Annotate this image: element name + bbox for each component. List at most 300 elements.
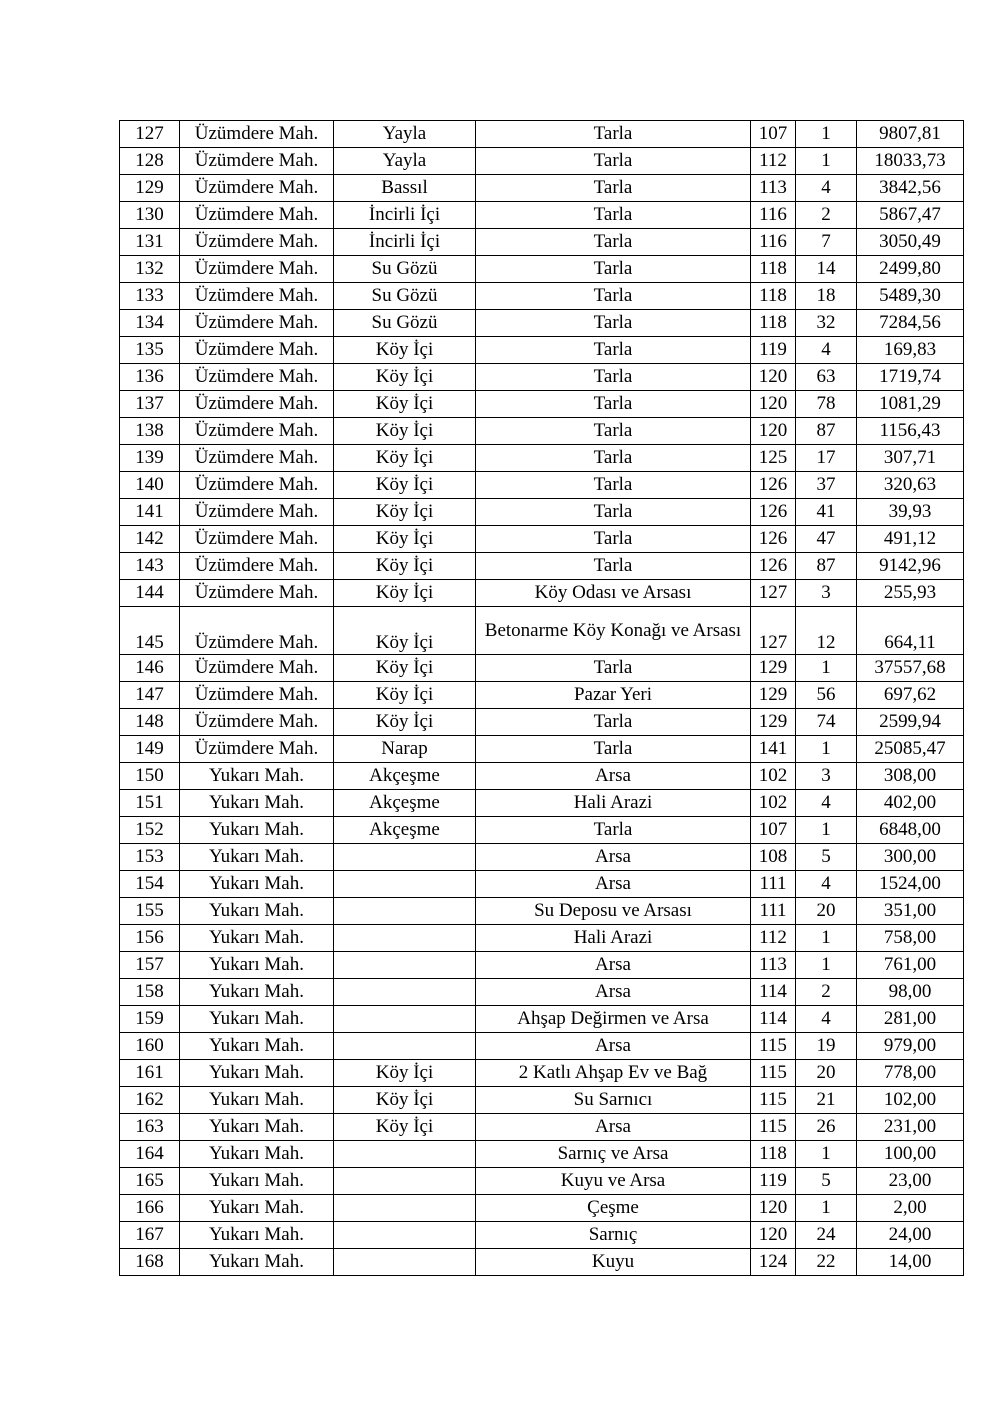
cell-nitelik: Sarnıç	[476, 1222, 751, 1249]
cell-mevki: Köy İçi	[334, 391, 476, 418]
table-row	[120, 1087, 964, 1114]
cell-ada: 118	[751, 256, 796, 283]
cell-nitelik: Tarla	[476, 283, 751, 310]
cell-nitelik: Hali Arazi	[476, 790, 751, 817]
cell-mahalle: Üzümdere Mah.	[180, 682, 334, 709]
table-row	[120, 1141, 964, 1168]
cell-alan: 169,83	[857, 337, 964, 364]
table-row	[120, 364, 964, 391]
cell-nitelik: Betonarme Köy Konağı ve Arsası	[476, 607, 751, 655]
cell-no: 168	[120, 1249, 180, 1276]
cell-ada: 112	[751, 925, 796, 952]
cell-mahalle: Yukarı Mah.	[180, 1033, 334, 1060]
table-row	[120, 1006, 964, 1033]
cell-ada: 102	[751, 763, 796, 790]
cell-mahalle: Üzümdere Mah.	[180, 310, 334, 337]
cell-nitelik: Su Sarnıcı	[476, 1087, 751, 1114]
cell-no: 131	[120, 229, 180, 256]
cell-parsel: 56	[796, 682, 857, 709]
cell-no: 143	[120, 553, 180, 580]
cell-mahalle: Yukarı Mah.	[180, 1168, 334, 1195]
cell-mahalle: Üzümdere Mah.	[180, 175, 334, 202]
cell-ada: 115	[751, 1060, 796, 1087]
cell-alan: 14,00	[857, 1249, 964, 1276]
table-row	[120, 229, 964, 256]
table-row	[120, 148, 964, 175]
cell-mahalle: Üzümdere Mah.	[180, 526, 334, 553]
cell-nitelik: Tarla	[476, 472, 751, 499]
cell-no: 148	[120, 709, 180, 736]
cell-alan: 491,12	[857, 526, 964, 553]
cell-no: 154	[120, 871, 180, 898]
table-row	[120, 1222, 964, 1249]
cell-ada: 113	[751, 175, 796, 202]
cell-nitelik: Arsa	[476, 844, 751, 871]
cell-mevki: Köy İçi	[334, 1114, 476, 1141]
cell-nitelik: Tarla	[476, 526, 751, 553]
cell-parsel: 4	[796, 871, 857, 898]
cell-parsel: 1	[796, 736, 857, 763]
cell-alan: 3842,56	[857, 175, 964, 202]
cell-mahalle: Yukarı Mah.	[180, 1087, 334, 1114]
cell-ada: 115	[751, 1033, 796, 1060]
cell-parsel: 20	[796, 1060, 857, 1087]
cell-parsel: 24	[796, 1222, 857, 1249]
cell-alan: 697,62	[857, 682, 964, 709]
cell-ada: 116	[751, 229, 796, 256]
cell-ada: 127	[751, 607, 796, 655]
cell-mahalle: Yukarı Mah.	[180, 817, 334, 844]
cell-ada: 119	[751, 337, 796, 364]
cell-nitelik: Tarla	[476, 175, 751, 202]
cell-nitelik: 2 Katlı Ahşap Ev ve Bağ	[476, 1060, 751, 1087]
cell-mahalle: Üzümdere Mah.	[180, 445, 334, 472]
cell-ada: 126	[751, 553, 796, 580]
cell-mahalle: Yukarı Mah.	[180, 1060, 334, 1087]
cell-no: 146	[120, 655, 180, 682]
cell-mevki	[334, 844, 476, 871]
cell-alan: 7284,56	[857, 310, 964, 337]
cell-no: 153	[120, 844, 180, 871]
table-row	[120, 445, 964, 472]
cell-nitelik: Tarla	[476, 310, 751, 337]
cell-mevki	[334, 1168, 476, 1195]
cell-no: 128	[120, 148, 180, 175]
cell-mevki	[334, 1033, 476, 1060]
cell-mahalle: Yukarı Mah.	[180, 1141, 334, 1168]
cell-ada: 125	[751, 445, 796, 472]
cell-mahalle: Yukarı Mah.	[180, 1006, 334, 1033]
cell-mahalle: Yukarı Mah.	[180, 1249, 334, 1276]
cell-parsel: 1	[796, 148, 857, 175]
table-row	[120, 979, 964, 1006]
cell-ada: 124	[751, 1249, 796, 1276]
cell-mahalle: Yukarı Mah.	[180, 844, 334, 871]
cell-parsel: 4	[796, 337, 857, 364]
cell-ada: 108	[751, 844, 796, 871]
cell-no: 127	[120, 121, 180, 148]
cell-mevki: Yayla	[334, 148, 476, 175]
cell-no: 167	[120, 1222, 180, 1249]
cell-no: 166	[120, 1195, 180, 1222]
cell-mevki: Su Gözü	[334, 310, 476, 337]
table-row	[120, 925, 964, 952]
cell-ada: 115	[751, 1114, 796, 1141]
cell-mevki: Köy İçi	[334, 337, 476, 364]
cell-mahalle: Üzümdere Mah.	[180, 229, 334, 256]
cell-ada: 111	[751, 871, 796, 898]
cell-mahalle: Üzümdere Mah.	[180, 202, 334, 229]
cell-ada: 118	[751, 283, 796, 310]
cell-mahalle: Üzümdere Mah.	[180, 580, 334, 607]
cell-nitelik: Arsa	[476, 979, 751, 1006]
cell-no: 137	[120, 391, 180, 418]
cell-mevki: Köy İçi	[334, 709, 476, 736]
cell-alan: 320,63	[857, 472, 964, 499]
cell-alan: 307,71	[857, 445, 964, 472]
cell-mevki: Akçeşme	[334, 790, 476, 817]
cell-no: 152	[120, 817, 180, 844]
cell-ada: 129	[751, 709, 796, 736]
cell-alan: 23,00	[857, 1168, 964, 1195]
cell-ada: 111	[751, 898, 796, 925]
cell-ada: 126	[751, 499, 796, 526]
cell-no: 156	[120, 925, 180, 952]
table-row	[120, 871, 964, 898]
cell-parsel: 1	[796, 121, 857, 148]
cell-no: 150	[120, 763, 180, 790]
cell-nitelik: Çeşme	[476, 1195, 751, 1222]
cell-alan: 2499,80	[857, 256, 964, 283]
cell-nitelik: Tarla	[476, 445, 751, 472]
table-row	[120, 1033, 964, 1060]
cell-mevki	[334, 1249, 476, 1276]
cell-no: 163	[120, 1114, 180, 1141]
cell-parsel: 20	[796, 898, 857, 925]
cell-ada: 102	[751, 790, 796, 817]
cell-mevki: Bassıl	[334, 175, 476, 202]
cell-ada: 126	[751, 472, 796, 499]
cell-alan: 37557,68	[857, 655, 964, 682]
cell-alan: 3050,49	[857, 229, 964, 256]
cell-parsel: 78	[796, 391, 857, 418]
cell-mevki: Köy İçi	[334, 580, 476, 607]
cell-mevki: Akçeşme	[334, 817, 476, 844]
cell-ada: 120	[751, 364, 796, 391]
cell-nitelik: Tarla	[476, 202, 751, 229]
cell-alan: 664,11	[857, 607, 964, 655]
cell-parsel: 37	[796, 472, 857, 499]
cell-mahalle: Üzümdere Mah.	[180, 499, 334, 526]
cell-mevki	[334, 952, 476, 979]
cell-alan: 231,00	[857, 1114, 964, 1141]
cell-nitelik: Tarla	[476, 256, 751, 283]
cell-ada: 107	[751, 121, 796, 148]
cell-parsel: 18	[796, 283, 857, 310]
cell-no: 129	[120, 175, 180, 202]
cell-alan: 9142,96	[857, 553, 964, 580]
cell-no: 155	[120, 898, 180, 925]
cell-nitelik: Arsa	[476, 1033, 751, 1060]
cell-mahalle: Yukarı Mah.	[180, 1195, 334, 1222]
cell-alan: 18033,73	[857, 148, 964, 175]
table-row	[120, 526, 964, 553]
cell-mevki: Köy İçi	[334, 418, 476, 445]
cell-nitelik: Hali Arazi	[476, 925, 751, 952]
cell-mahalle: Yukarı Mah.	[180, 898, 334, 925]
cell-nitelik: Tarla	[476, 418, 751, 445]
cell-nitelik: Tarla	[476, 736, 751, 763]
table-row	[120, 898, 964, 925]
cell-alan: 2,00	[857, 1195, 964, 1222]
cell-alan: 102,00	[857, 1087, 964, 1114]
cell-parsel: 1	[796, 655, 857, 682]
cell-alan: 100,00	[857, 1141, 964, 1168]
cell-mahalle: Yukarı Mah.	[180, 925, 334, 952]
cell-alan: 5489,30	[857, 283, 964, 310]
table-row	[120, 1114, 964, 1141]
cell-parsel: 19	[796, 1033, 857, 1060]
cell-mevki	[334, 871, 476, 898]
cell-ada: 112	[751, 148, 796, 175]
table-row	[120, 790, 964, 817]
cell-nitelik: Ahşap Değirmen ve Arsa	[476, 1006, 751, 1033]
cell-mevki	[334, 925, 476, 952]
cell-parsel: 1	[796, 925, 857, 952]
cell-ada: 127	[751, 580, 796, 607]
cell-nitelik: Tarla	[476, 148, 751, 175]
table-row	[120, 1168, 964, 1195]
cell-parsel: 4	[796, 175, 857, 202]
cell-parsel: 87	[796, 418, 857, 445]
cell-mevki	[334, 1006, 476, 1033]
cell-mahalle: Üzümdere Mah.	[180, 283, 334, 310]
parcel-table	[119, 120, 964, 1276]
table-row	[120, 844, 964, 871]
cell-mahalle: Üzümdere Mah.	[180, 709, 334, 736]
cell-no: 161	[120, 1060, 180, 1087]
cell-mevki: Köy İçi	[334, 1087, 476, 1114]
cell-alan: 979,00	[857, 1033, 964, 1060]
table-row	[120, 256, 964, 283]
cell-no: 133	[120, 283, 180, 310]
cell-mevki: Köy İçi	[334, 364, 476, 391]
cell-alan: 1081,29	[857, 391, 964, 418]
cell-mevki: Köy İçi	[334, 682, 476, 709]
cell-mahalle: Üzümdere Mah.	[180, 391, 334, 418]
cell-no: 135	[120, 337, 180, 364]
cell-alan: 778,00	[857, 1060, 964, 1087]
cell-nitelik: Arsa	[476, 763, 751, 790]
table-row	[120, 655, 964, 682]
cell-mevki: Köy İçi	[334, 526, 476, 553]
cell-parsel: 17	[796, 445, 857, 472]
cell-parsel: 1	[796, 1195, 857, 1222]
cell-ada: 129	[751, 682, 796, 709]
cell-mevki: Su Gözü	[334, 256, 476, 283]
cell-nitelik: Arsa	[476, 952, 751, 979]
cell-no: 141	[120, 499, 180, 526]
cell-no: 144	[120, 580, 180, 607]
cell-alan: 758,00	[857, 925, 964, 952]
cell-no: 165	[120, 1168, 180, 1195]
cell-nitelik: Tarla	[476, 553, 751, 580]
cell-nitelik: Tarla	[476, 337, 751, 364]
cell-alan: 5867,47	[857, 202, 964, 229]
cell-parsel: 87	[796, 553, 857, 580]
cell-parsel: 32	[796, 310, 857, 337]
cell-alan: 1524,00	[857, 871, 964, 898]
cell-mahalle: Yukarı Mah.	[180, 1222, 334, 1249]
cell-nitelik: Arsa	[476, 1114, 751, 1141]
cell-mevki: Köy İçi	[334, 553, 476, 580]
cell-nitelik: Arsa	[476, 871, 751, 898]
cell-parsel: 2	[796, 979, 857, 1006]
table-row	[120, 283, 964, 310]
cell-mevki: Köy İçi	[334, 607, 476, 655]
cell-alan: 761,00	[857, 952, 964, 979]
cell-parsel: 3	[796, 580, 857, 607]
cell-ada: 114	[751, 1006, 796, 1033]
cell-mahalle: Üzümdere Mah.	[180, 337, 334, 364]
cell-nitelik: Tarla	[476, 121, 751, 148]
cell-nitelik: Kuyu ve Arsa	[476, 1168, 751, 1195]
cell-alan: 402,00	[857, 790, 964, 817]
cell-nitelik: Tarla	[476, 364, 751, 391]
cell-no: 136	[120, 364, 180, 391]
cell-parsel: 47	[796, 526, 857, 553]
cell-alan: 281,00	[857, 1006, 964, 1033]
cell-nitelik: Tarla	[476, 655, 751, 682]
cell-nitelik: Tarla	[476, 817, 751, 844]
cell-parsel: 41	[796, 499, 857, 526]
table-row	[120, 1060, 964, 1087]
cell-mevki	[334, 1195, 476, 1222]
cell-nitelik: Tarla	[476, 229, 751, 256]
table-row	[120, 202, 964, 229]
cell-alan: 6848,00	[857, 817, 964, 844]
cell-alan: 39,93	[857, 499, 964, 526]
cell-ada: 114	[751, 979, 796, 1006]
cell-mevki: Köy İçi	[334, 445, 476, 472]
cell-parsel: 22	[796, 1249, 857, 1276]
cell-no: 159	[120, 1006, 180, 1033]
cell-nitelik: Kuyu	[476, 1249, 751, 1276]
table-row	[120, 391, 964, 418]
cell-no: 134	[120, 310, 180, 337]
cell-parsel: 5	[796, 844, 857, 871]
cell-ada: 120	[751, 1195, 796, 1222]
table-row	[120, 952, 964, 979]
cell-ada: 118	[751, 1141, 796, 1168]
cell-no: 158	[120, 979, 180, 1006]
table-row	[120, 121, 964, 148]
cell-mahalle: Üzümdere Mah.	[180, 364, 334, 391]
cell-alan: 2599,94	[857, 709, 964, 736]
cell-parsel: 21	[796, 1087, 857, 1114]
cell-mahalle: Üzümdere Mah.	[180, 148, 334, 175]
cell-mahalle: Üzümdere Mah.	[180, 607, 334, 655]
cell-nitelik: Su Deposu ve Arsası	[476, 898, 751, 925]
cell-nitelik: Köy Odası ve Arsası	[476, 580, 751, 607]
table-row	[120, 817, 964, 844]
cell-mahalle: Yukarı Mah.	[180, 1114, 334, 1141]
cell-ada: 113	[751, 952, 796, 979]
cell-parsel: 12	[796, 607, 857, 655]
cell-ada: 120	[751, 1222, 796, 1249]
cell-no: 138	[120, 418, 180, 445]
cell-no: 157	[120, 952, 180, 979]
cell-alan: 24,00	[857, 1222, 964, 1249]
cell-alan: 255,93	[857, 580, 964, 607]
cell-nitelik: Pazar Yeri	[476, 682, 751, 709]
cell-nitelik: Tarla	[476, 709, 751, 736]
cell-parsel: 74	[796, 709, 857, 736]
table-row	[120, 418, 964, 445]
cell-mevki	[334, 898, 476, 925]
cell-mevki: Su Gözü	[334, 283, 476, 310]
table-row	[120, 337, 964, 364]
cell-no: 140	[120, 472, 180, 499]
table-row	[120, 607, 964, 655]
cell-mevki	[334, 979, 476, 1006]
cell-no: 160	[120, 1033, 180, 1060]
cell-ada: 119	[751, 1168, 796, 1195]
cell-mahalle: Yukarı Mah.	[180, 790, 334, 817]
cell-mevki	[334, 1222, 476, 1249]
cell-mevki: Köy İçi	[334, 499, 476, 526]
cell-parsel: 7	[796, 229, 857, 256]
cell-nitelik: Tarla	[476, 391, 751, 418]
cell-no: 162	[120, 1087, 180, 1114]
table-row	[120, 763, 964, 790]
cell-no: 147	[120, 682, 180, 709]
cell-alan: 9807,81	[857, 121, 964, 148]
parcel-table-body	[120, 121, 964, 1276]
cell-mevki: Köy İçi	[334, 1060, 476, 1087]
cell-alan: 351,00	[857, 898, 964, 925]
cell-parsel: 3	[796, 763, 857, 790]
cell-no: 142	[120, 526, 180, 553]
cell-mahalle: Üzümdere Mah.	[180, 256, 334, 283]
cell-parsel: 63	[796, 364, 857, 391]
cell-mevki: Köy İçi	[334, 472, 476, 499]
table-row	[120, 175, 964, 202]
cell-alan: 308,00	[857, 763, 964, 790]
table-row	[120, 736, 964, 763]
cell-mahalle: Yukarı Mah.	[180, 763, 334, 790]
table-row	[120, 499, 964, 526]
cell-mahalle: Üzümdere Mah.	[180, 472, 334, 499]
cell-ada: 115	[751, 1087, 796, 1114]
cell-mahalle: Yukarı Mah.	[180, 952, 334, 979]
cell-ada: 120	[751, 418, 796, 445]
cell-nitelik: Tarla	[476, 499, 751, 526]
cell-parsel: 2	[796, 202, 857, 229]
cell-parsel: 5	[796, 1168, 857, 1195]
cell-mahalle: Yukarı Mah.	[180, 871, 334, 898]
cell-alan: 1156,43	[857, 418, 964, 445]
table-row	[120, 709, 964, 736]
cell-mahalle: Üzümdere Mah.	[180, 655, 334, 682]
cell-parsel: 26	[796, 1114, 857, 1141]
cell-parsel: 14	[796, 256, 857, 283]
cell-alan: 98,00	[857, 979, 964, 1006]
table-row	[120, 1249, 964, 1276]
cell-mahalle: Üzümdere Mah.	[180, 121, 334, 148]
cell-mevki: İncirli İçi	[334, 202, 476, 229]
cell-ada: 126	[751, 526, 796, 553]
